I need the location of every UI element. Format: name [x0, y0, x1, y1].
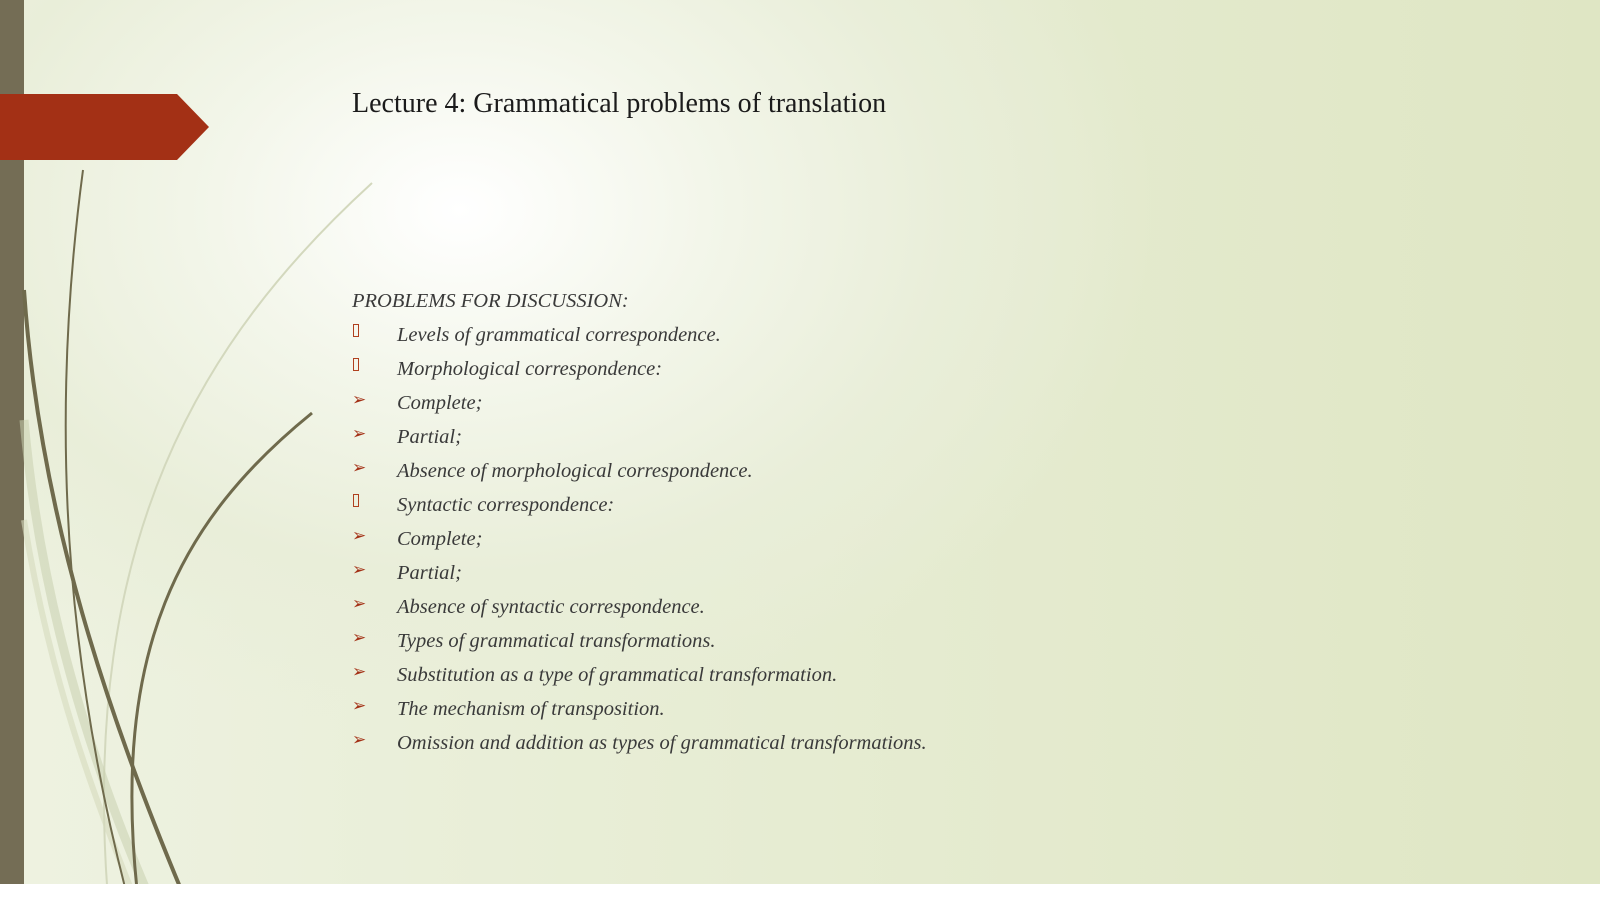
list-item: [352, 556, 927, 590]
arrow-bullet-icon: ➢: [352, 696, 367, 716]
list-item-text: Absence of morphological correspondence.: [397, 460, 753, 482]
arrow-bullet-icon: ➢: [352, 628, 367, 648]
list-item: [352, 420, 927, 454]
list-item: [352, 726, 927, 760]
list-item-text: Types of grammatical transformations.: [397, 630, 716, 652]
list-item-text: Complete;: [397, 392, 483, 414]
list-item-text: Morphological correspondence:: [397, 358, 663, 380]
list-item-text: Levels of grammatical correspondence.: [397, 324, 721, 346]
arrow-bullet-icon: ➢: [352, 526, 367, 546]
list-item: [352, 318, 927, 352]
arrow-bullet-icon: ➢: [352, 424, 367, 444]
discussion-heading: PROBLEMS FOR DISCUSSION:: [352, 290, 629, 312]
list-item-text: Syntactic correspondence:: [397, 494, 615, 516]
list-item: [352, 454, 927, 488]
arrow-bullet-icon: ➢: [352, 458, 367, 478]
discussion-list: [352, 318, 927, 760]
list-item: [352, 386, 927, 420]
box-bullet-icon: [353, 358, 359, 371]
list-item-text: Substitution as a type of grammatical transformation.: [397, 664, 838, 686]
arrow-bullet-icon: ➢: [352, 560, 367, 580]
arrow-bullet-icon: ➢: [352, 662, 367, 682]
list-item: [352, 658, 927, 692]
box-bullet-icon: [353, 324, 359, 337]
arrow-bullet-icon: ➢: [352, 594, 367, 614]
list-item-text: Partial;: [397, 562, 462, 584]
red-arrow-banner: [0, 94, 209, 160]
box-bullet-icon: [353, 494, 359, 507]
list-item: [352, 590, 927, 624]
list-item-text: Partial;: [397, 426, 462, 448]
list-item: [352, 624, 927, 658]
list-item-text: Omission and addition as types of grammatical transformations.: [397, 732, 927, 754]
dark-stem-curve: [66, 170, 128, 899]
slide-title: Lecture 4: Grammatical problems of translation: [352, 88, 887, 119]
list-item: [352, 352, 927, 386]
bottom-strip: [0, 884, 1600, 899]
list-item: [352, 692, 927, 726]
list-item-text: Absence of syntactic correspondence.: [397, 596, 705, 618]
list-item: [352, 522, 927, 556]
dark-stem-curve: [132, 413, 312, 899]
list-item-text: The mechanism of transposition.: [397, 698, 665, 720]
arrow-bullet-icon: ➢: [352, 390, 367, 410]
list-item: [352, 488, 927, 522]
content-block: [352, 284, 927, 760]
arrow-bullet-icon: ➢: [352, 730, 367, 750]
list-item-text: Complete;: [397, 528, 483, 550]
